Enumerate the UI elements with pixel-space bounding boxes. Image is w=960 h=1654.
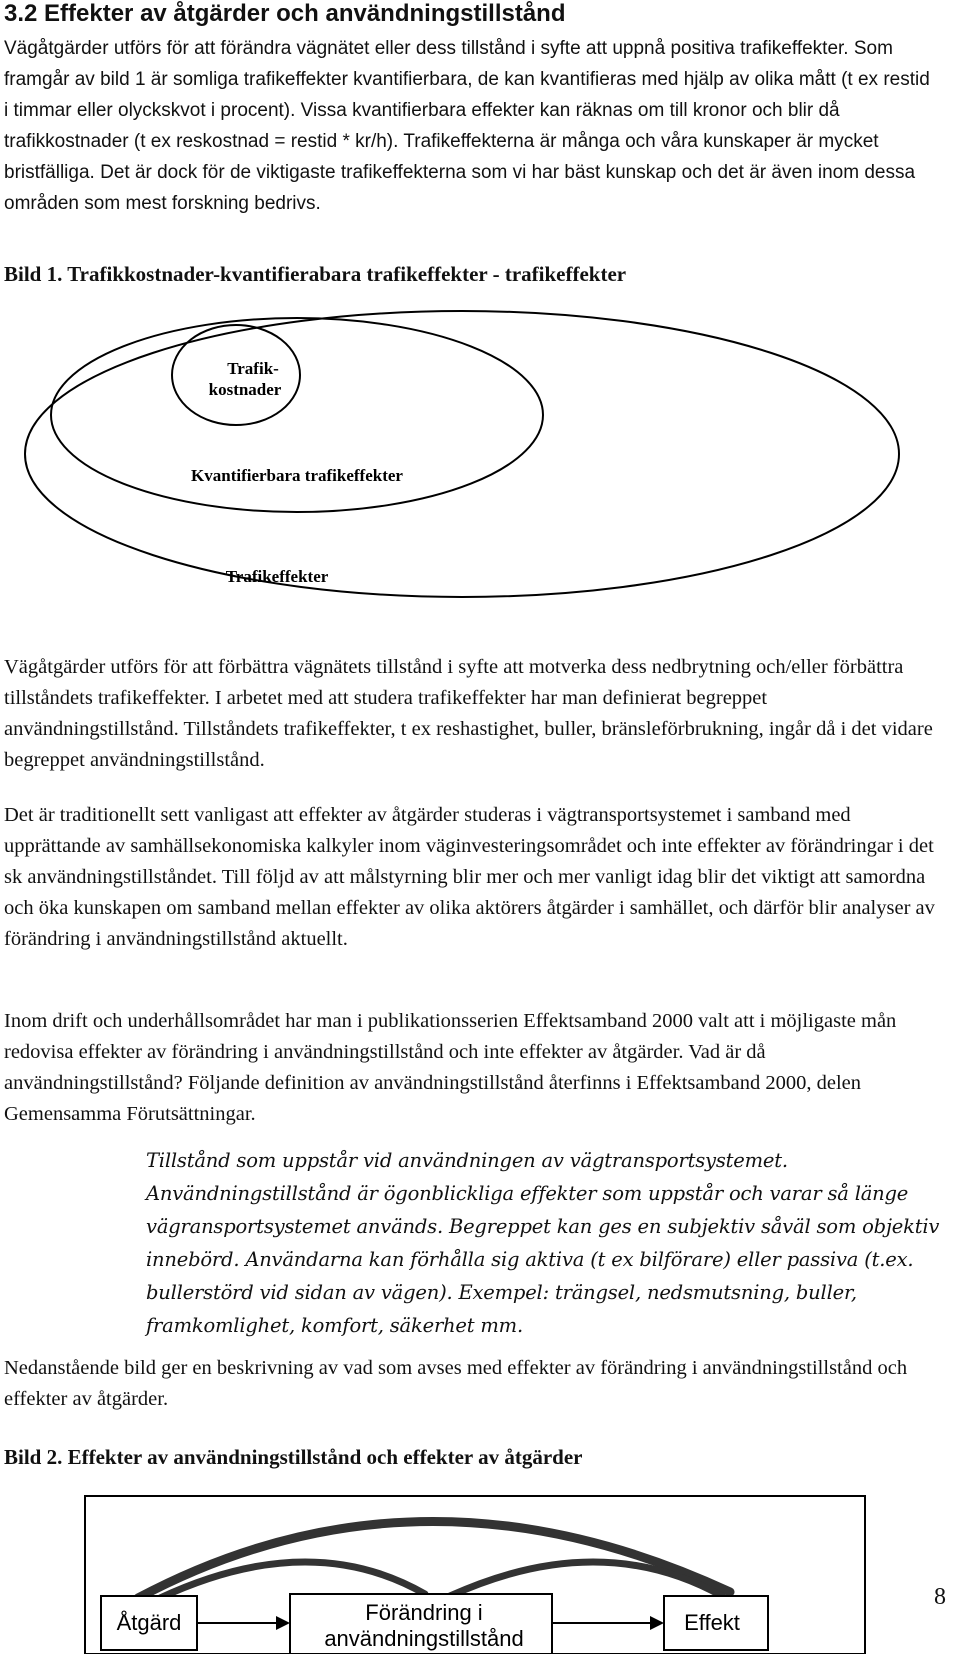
- figure1-diagram: [0, 300, 960, 600]
- page-number: 8: [934, 1584, 946, 1610]
- effect-curve-outer: [138, 1521, 730, 1598]
- figure2-caption: Bild 2. Effekter av användningstillstånd och effekter av åtgärder: [4, 1445, 583, 1469]
- paragraph-2: Vägåtgärder utförs för att förbättra vägnätets tillstånd i syfte att motverka dess nedbrytning och/eller förbättra tillståndets trafikeffekter. I arbetet med att studera trafikeffekter har man definierat begreppet användningstillstånd. Tillståndets trafikeffekter, t ex reshastighet, buller, bränsleförbrukning, ingår då i det vidare begreppet användningstillstånd.: [4, 656, 933, 771]
- paragraph-5: Nedanstående bild ger en beskrivning av vad som avses med effekter av förändring i användningstillstånd och effekter av åtgärder.: [4, 1357, 908, 1410]
- outer-label: Trafikeffekter: [225, 567, 329, 586]
- box-forandring-line1: Förändring i: [365, 1600, 483, 1625]
- paragraph-4: Inom drift och underhållsområdet har man i publikationsserien Effektsamband 2000 valt att i möjligaste mån redovisa effekter av förändring i användningstillstånd och inte effekter av åtgärder. Vad är då användningstillstånd? Följande definition av användningstillstånd återfinns i Effektsamband 2000, delen Gemensamma Förutsättningar.: [4, 1010, 897, 1125]
- inner-label-line1: Trafik-: [227, 359, 279, 378]
- box-atgard-label: Åtgärd: [116, 1610, 182, 1635]
- paragraph-3: Det är traditionellt sett vanligast att effekter av åtgärder studeras i vägtransportsystemet i samband med upprättande av samhällsekonomiska kalkyler inom väginvesteringsområdet och inte effekter av förändringar i det sk användningstillståndet. Till följd av att målstyrning blir mer och mer vanligt idag blir det viktigt att samordna och öka kunskapen om samband mellan effekter av olika aktörers åtgärder i samhället, och därför blir analyser av förändring i användningstillstånd aktuellt.: [4, 804, 935, 950]
- definition-quote: Tillstånd som uppstår vid användningen av vägtransportsystemet. Användningstillstånd är ögonblickliga effekter som uppstår och varar så länge vägransportsystemet används. Begreppet kan ges en subjektiv såväl som objektiv innebörd. Användarna kan förhålla sig aktiva (t ex bilförare) eller passiva (t.ex. bullerstörd vid sidan av vägen). Exempel: trängsel, nedsmutsning, buller, framkomlighet, komfort, säkerhet mm.: [146, 1149, 940, 1337]
- box-effekt-label: Effekt: [684, 1610, 740, 1635]
- arrow-head-2: [650, 1616, 664, 1630]
- arrow-head-1: [276, 1616, 290, 1630]
- section-heading: 3.2 Effekter av åtgärder och användningstillstånd: [4, 0, 566, 27]
- middle-label: Kvantifierbara trafikeffekter: [191, 466, 403, 485]
- intro-paragraph: Vägåtgärder utförs för att förändra vägnätet eller dess tillstånd i syfte att uppnå positiva trafikeffekter. Som framgår av bild 1 är somliga trafikeffekter kvantifierbara, de kan kvantifieras med hjälp av olika mått (t ex restid i timmar eller olyckskvot i procent). Vissa kvantifierbara effekter kan räknas om till kronor och blir då trafikkostnader (t ex reskostnad = restid * kr/h). Trafikeffekterna är många och våra kunskaper är mycket bristfälliga. Det är dock för de viktigaste trafikeffekterna som vi har bäst kunskap och det är även inom dessa områden som mest forskning bedrivs.: [4, 38, 930, 214]
- box-forandring-line2: användningstillstånd: [324, 1626, 524, 1651]
- inner-label-line2: kostnader: [208, 380, 282, 399]
- figure1-caption: Bild 1. Trafikkostnader-kvantifierabara trafikeffekter - trafikeffekter: [4, 262, 627, 286]
- figure2-diagram: [0, 1488, 960, 1654]
- trafikeffekter-ellipse: [25, 311, 899, 597]
